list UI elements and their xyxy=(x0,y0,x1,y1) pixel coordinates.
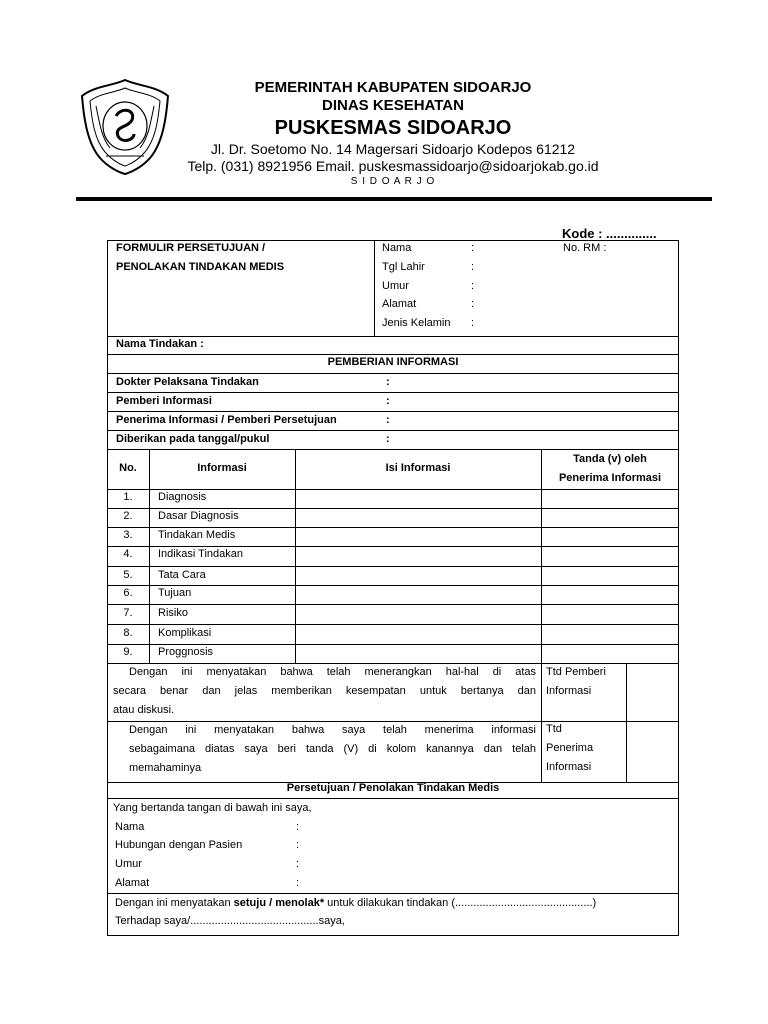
patient-address-colon: : xyxy=(471,298,475,310)
action-name-label: Nama Tindakan : xyxy=(116,338,204,350)
row-info-risiko: Risiko xyxy=(158,607,188,619)
header-title: PUSKESMAS SIDOARJO xyxy=(274,117,512,139)
recipient-colon: : xyxy=(386,414,390,426)
consent-age-colon: : xyxy=(296,858,300,870)
col-header-informasi: Informasi xyxy=(197,462,247,474)
consent-title: Persetujuan / Penolakan Tindakan Medis xyxy=(286,782,500,794)
consent-relation-label: Hubungan dengan Pasien xyxy=(115,839,243,851)
col-header-no: No. xyxy=(119,462,137,474)
consent-address-colon: : xyxy=(296,877,300,889)
row-no: 6. xyxy=(123,587,133,599)
patient-dob-label: Tgl Lahir xyxy=(382,261,425,273)
ttd-pemberi-line2: Informasi xyxy=(546,685,592,697)
consent-declaration xyxy=(115,897,596,910)
ttd-penerima-line1: Ttd xyxy=(546,723,562,735)
consent-name-colon: : xyxy=(296,821,300,833)
informer-colon: : xyxy=(386,395,390,407)
patient-gender-label: Jenis Kelamin xyxy=(382,317,451,329)
row-info-dasar-diagnosis: Dasar Diagnosis xyxy=(158,510,239,522)
medical-record-number: No. RM : xyxy=(563,242,607,254)
consent-declaration-choice: setuju / menolak* xyxy=(233,897,325,909)
header-address: Jl. Dr. Soetomo No. 14 Magersari Sidoarjo Kodepos 61212 xyxy=(210,141,576,157)
statement2-line1: Dengan ini menyatakan bahwa saya telah menerima informasi xyxy=(129,724,536,736)
row-no: 7. xyxy=(123,607,133,619)
header-government: PEMERINTAH KABUPATEN SIDOARJO xyxy=(254,79,532,96)
statement2-line2: sebagaimana diatas saya beri tanda (V) di kolom kanannya dan telah xyxy=(129,743,536,755)
header-contact: Telp. (031) 8921956 Email. puskesmassidoarjo@sidoarjokab.go.id xyxy=(187,158,599,174)
header-city: S I D O A R J O xyxy=(350,176,436,187)
consent-name-label: Nama xyxy=(115,821,145,833)
ttd-penerima-line3: Informasi xyxy=(546,761,592,773)
consent-declaration-pre: Dengan ini menyatakan xyxy=(115,897,234,909)
header-department: DINAS KESEHATAN xyxy=(322,97,464,114)
consent-declaration-post: untuk dilakukan tindakan (.............................................) xyxy=(324,897,597,909)
row-info-komplikasi: Komplikasi xyxy=(158,627,212,639)
section-information: PEMBERIAN INFORMASI xyxy=(327,356,459,368)
patient-dob-colon: : xyxy=(471,261,475,273)
patient-age-colon: : xyxy=(471,280,475,292)
ttd-pemberi-line1: Ttd Pemberi xyxy=(546,666,606,678)
row-info-prognosis: Proggnosis xyxy=(158,646,214,658)
consent-age-label: Umur xyxy=(115,858,142,870)
statement2-line3: memahaminya xyxy=(129,762,202,774)
consent-address-label: Alamat xyxy=(115,877,150,889)
date-time-label: Diberikan pada tanggal/pukul xyxy=(116,433,270,445)
col-header-isi: Isi Informasi xyxy=(385,462,451,474)
form-code: Kode : .............. xyxy=(562,226,657,241)
row-no: 1. xyxy=(123,491,133,503)
row-no: 3. xyxy=(123,529,133,541)
row-info-tujuan: Tujuan xyxy=(158,587,192,599)
row-info-diagnosis: Diagnosis xyxy=(158,491,207,503)
ttd-penerima-line2: Penerima xyxy=(546,742,594,754)
row-no: 5. xyxy=(123,569,133,581)
consent-terhadap: Terhadap saya/..........................................saya, xyxy=(115,915,345,927)
header-divider xyxy=(76,197,712,201)
consent-intro: Yang bertanda tangan di bawah ini saya, xyxy=(113,802,312,814)
form-title-line2: PENOLAKAN TINDAKAN MEDIS xyxy=(116,261,285,273)
statement1-line1: Dengan ini menyatakan bahwa telah menerangkan hal-hal di atas xyxy=(129,666,536,678)
informer-label: Pemberi Informasi xyxy=(116,395,212,407)
row-no: 9. xyxy=(123,646,133,658)
patient-gender-colon: : xyxy=(471,317,475,329)
col-header-tanda-line2: Penerima Informasi xyxy=(558,472,662,484)
patient-name-label: Nama xyxy=(382,242,412,254)
row-no: 8. xyxy=(123,627,133,639)
row-info-tata-cara: Tata Cara xyxy=(158,569,206,581)
row-no: 2. xyxy=(123,510,133,522)
col-header-tanda-line1: Tanda (v) oleh xyxy=(573,453,647,465)
form-title-line1: FORMULIR PERSETUJUAN / xyxy=(116,242,266,254)
consent-relation-colon: : xyxy=(296,839,300,851)
row-no: 4. xyxy=(123,548,133,560)
patient-age-label: Umur xyxy=(382,280,409,292)
patient-address-label: Alamat xyxy=(382,298,417,310)
row-info-tindakan-medis: Tindakan Medis xyxy=(158,529,236,541)
doctor-colon: : xyxy=(386,376,390,388)
date-time-colon: : xyxy=(386,433,390,445)
patient-name-colon: : xyxy=(471,242,475,254)
statement1-line3: atau diskusi. xyxy=(113,704,175,716)
statement1-line2: secara benar dan jelas memberikan kesempatan untuk bertanya dan xyxy=(113,685,536,697)
recipient-label: Penerima Informasi / Pemberi Persetujuan xyxy=(116,414,337,426)
doctor-label: Dokter Pelaksana Tindakan xyxy=(116,376,259,388)
row-info-indikasi: Indikasi Tindakan xyxy=(158,548,243,560)
